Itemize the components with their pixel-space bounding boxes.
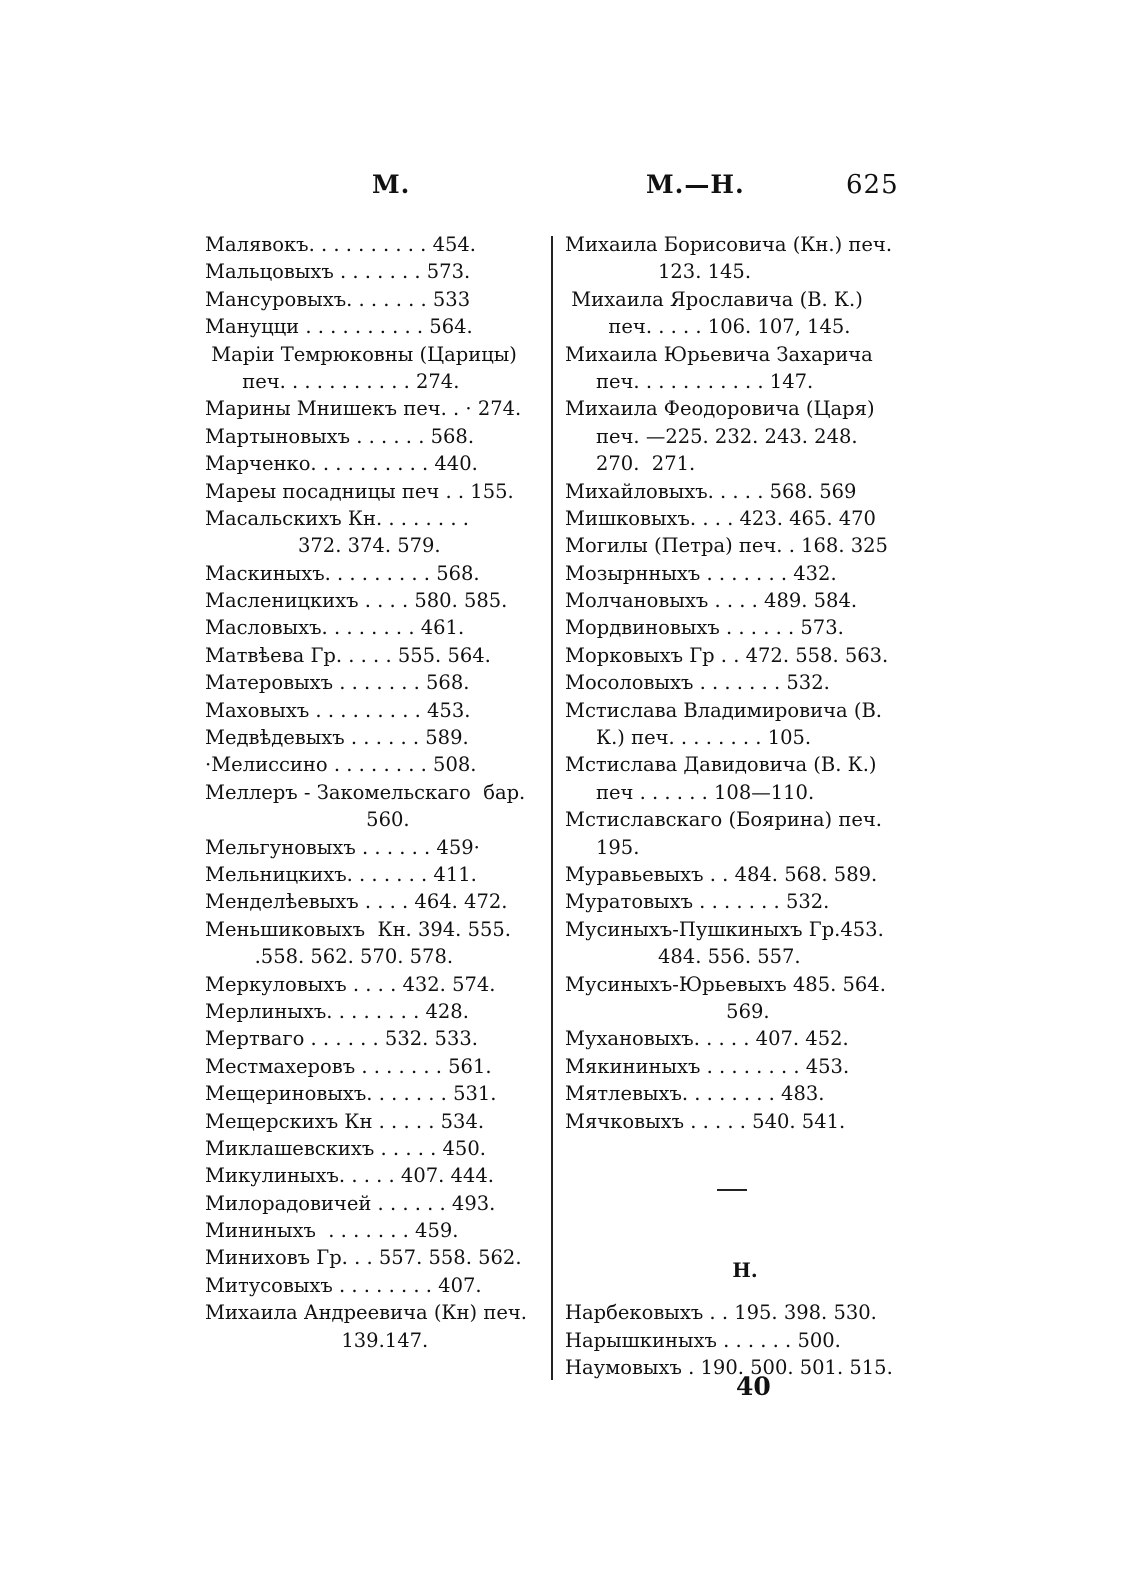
index-entry: Мартыновыхъ . . . . . . 568. (205, 424, 475, 448)
index-entry: Молчановыхъ . . . . 489. 584. (565, 589, 858, 613)
index-entry: Маскиныхъ. . . . . . . . . 568. (205, 561, 480, 585)
blank-line (565, 1217, 913, 1244)
index-entry: Мининыхъ . . . . . . . 459. (205, 1219, 459, 1243)
index-entry: Мозырнныхъ . . . . . . . 432. (565, 561, 837, 585)
index-entry: Мальцовыхъ . . . . . . . 573. (205, 260, 471, 284)
index-entry: Мишковыхъ. . . . 423. 465. 470 (565, 506, 876, 530)
index-entry: Миниховъ Гр. . . 557. 558. 562. (205, 1246, 522, 1270)
index-entry: 123. 145. (565, 260, 752, 284)
index-entry: Марченко. . . . . . . . . . 440. (205, 452, 478, 476)
index-entry: 372. 374. 579. (205, 534, 441, 558)
index-entry: 195. (565, 835, 640, 859)
index-entry: Медвѣдевыхъ . . . . . . 589. (205, 726, 469, 750)
index-entry: Мусиныхъ-Пушкиныхъ Гр.453. (565, 917, 884, 941)
index-column-left (205, 231, 545, 1354)
index-entry: Меньшиковыхъ Кн. 394. 555. (205, 917, 511, 941)
index-entry: Мансуровыхъ. . . . . . . 533 (205, 287, 471, 311)
index-entry: 484. 556. 557. (565, 945, 801, 969)
index-entry: печ. —225. 232. 243. 248. (565, 424, 858, 448)
section-divider (565, 1162, 913, 1217)
index-entry: Наумовыхъ . 190. 500. 501. 515. (565, 1356, 893, 1380)
index-entry: Михайловыхъ. . . . . 568. 569 (565, 479, 857, 503)
index-entry: Масловыхъ. . . . . . . . 461. (205, 616, 465, 640)
index-entry: Мертваго . . . . . . 532. 533. (205, 1027, 478, 1051)
index-entry: Маховыхъ . . . . . . . . . 453. (205, 698, 471, 722)
index-entry: Мосоловыхъ . . . . . . . 532. (565, 671, 830, 695)
index-entry: Мякининыхъ . . . . . . . . 453. (565, 1054, 850, 1078)
index-entry: Михаила Борисовича (Кн.) печ. (565, 233, 893, 256)
right-entries-n (565, 1299, 913, 1381)
dash-rule (717, 1189, 747, 1191)
blank-line (565, 1135, 913, 1162)
index-entry: Нарышкиныхъ . . . . . . 500. (565, 1328, 841, 1352)
page-number: 625 (846, 170, 899, 200)
index-entry: Мерлиныхъ. . . . . . . . 428. (205, 999, 469, 1023)
index-entry: печ. . . . . . . . . . . 274. (205, 369, 460, 393)
index-entry: Мельницкихъ. . . . . . . 411. (205, 862, 477, 886)
signature-mark: 40 (736, 1372, 771, 1401)
index-entry: Местмахеровъ . . . . . . . 561. (205, 1054, 492, 1078)
section-heading: Н. (732, 1259, 758, 1283)
index-entry: Милорадовичей . . . . . . 493. (205, 1191, 496, 1215)
index-entry: ·Мелиссино . . . . . . . . 508. (205, 753, 477, 777)
index-entry: Менделѣевыхъ . . . . 464. 472. (205, 890, 508, 914)
index-entry: Мстислава Владимировича (В. (565, 698, 882, 722)
index-entry: Матеровыхъ . . . . . . . 568. (205, 671, 470, 695)
index-entry: Мещериновыхъ. . . . . . . 531. (205, 1082, 497, 1106)
index-entry: Миклашевскихъ . . . . . 450. (205, 1136, 486, 1160)
index-entry: Мусиныхъ-Юрьевыхъ 485. 564. (565, 972, 886, 996)
index-entry: 569. (565, 999, 770, 1023)
index-entry: Меркуловыхъ . . . . 432. 574. (205, 972, 496, 996)
index-entry: печ. . . . . 106. 107, 145. (565, 315, 851, 339)
index-entry: 139.147. (205, 1328, 429, 1352)
index-entry: Микулиныхъ. . . . . 407. 444. (205, 1164, 494, 1188)
index-entry: Мордвиновыхъ . . . . . . 573. (565, 616, 844, 640)
index-entry: Марины Мнишекъ печ. . · 274. (205, 397, 522, 421)
index-entry: Мареы посадницы печ . . 155. (205, 479, 514, 503)
index-entry: Мануцци . . . . . . . . . . 564. (205, 315, 473, 339)
index-entry: Мухановыхъ. . . . . 407. 452. (565, 1027, 849, 1051)
index-entry: Мельгуновыхъ . . . . . . 459· (205, 835, 480, 859)
index-entry: печ . . . . . . 108—110. (565, 780, 815, 804)
column-divider (551, 236, 553, 1380)
index-entry: Малявокъ. . . . . . . . . . 454. (205, 233, 476, 256)
index-entry: Могилы (Петра) печ. . 168. 325 (565, 534, 888, 558)
index-entry: К.) печ. . . . . . . . 105. (565, 726, 812, 750)
index-entry: Мещерскихъ Кн . . . . . 534. (205, 1109, 485, 1133)
index-entry: Меллеръ - Закомельскаго бар. (205, 780, 526, 804)
index-entry: Михаила Феодоровича (Царя) (565, 397, 875, 421)
index-entry: 560. (205, 808, 410, 832)
index-entry: Масленицкихъ . . . . 580. 585. (205, 589, 508, 613)
index-entry: Масальскихъ Кн. . . . . . . . (205, 506, 469, 530)
index-entry: Муравьевыхъ . . 484. 568. 589. (565, 862, 878, 886)
index-entry: Михаила Ярославича (В. К.) (565, 287, 863, 311)
index-entry: Маріи Темрюковны (Царицы) (205, 342, 517, 366)
index-entry: печ. . . . . . . . . . . 147. (565, 369, 814, 393)
index-entry: Морковыхъ Гр . . 472. 558. 563. (565, 643, 889, 667)
index-column-right (565, 231, 913, 1381)
index-entry: Мятлевыхъ. . . . . . . . 483. (565, 1082, 825, 1106)
index-entry: Мстислава Давидовича (В. К.) (565, 753, 877, 777)
index-entry: .558. 562. 570. 578. (205, 945, 454, 969)
right-entries-m (565, 231, 913, 1135)
index-entry: Муратовыхъ . . . . . . . 532. (565, 890, 830, 914)
index-entry: Митусовыхъ . . . . . . . . 407. (205, 1273, 482, 1297)
index-entry: Матвѣева Гр. . . . . 555. 564. (205, 643, 491, 667)
index-entry: Михаила Юрьевича Захарича (565, 342, 873, 366)
running-head-center: М.—Н. (646, 170, 745, 199)
index-entry: 270. 271. (565, 452, 696, 476)
index-entry: Мстиславскаго (Боярина) печ. (565, 808, 882, 832)
index-entry: Михаила Андреевича (Кн) печ. (205, 1301, 527, 1325)
index-entry: Мячковыхъ . . . . . 540. 541. (565, 1109, 846, 1133)
running-head-left: М. (372, 170, 411, 199)
index-entry: Нарбековыхъ . . 195. 398. 530. (565, 1301, 877, 1325)
